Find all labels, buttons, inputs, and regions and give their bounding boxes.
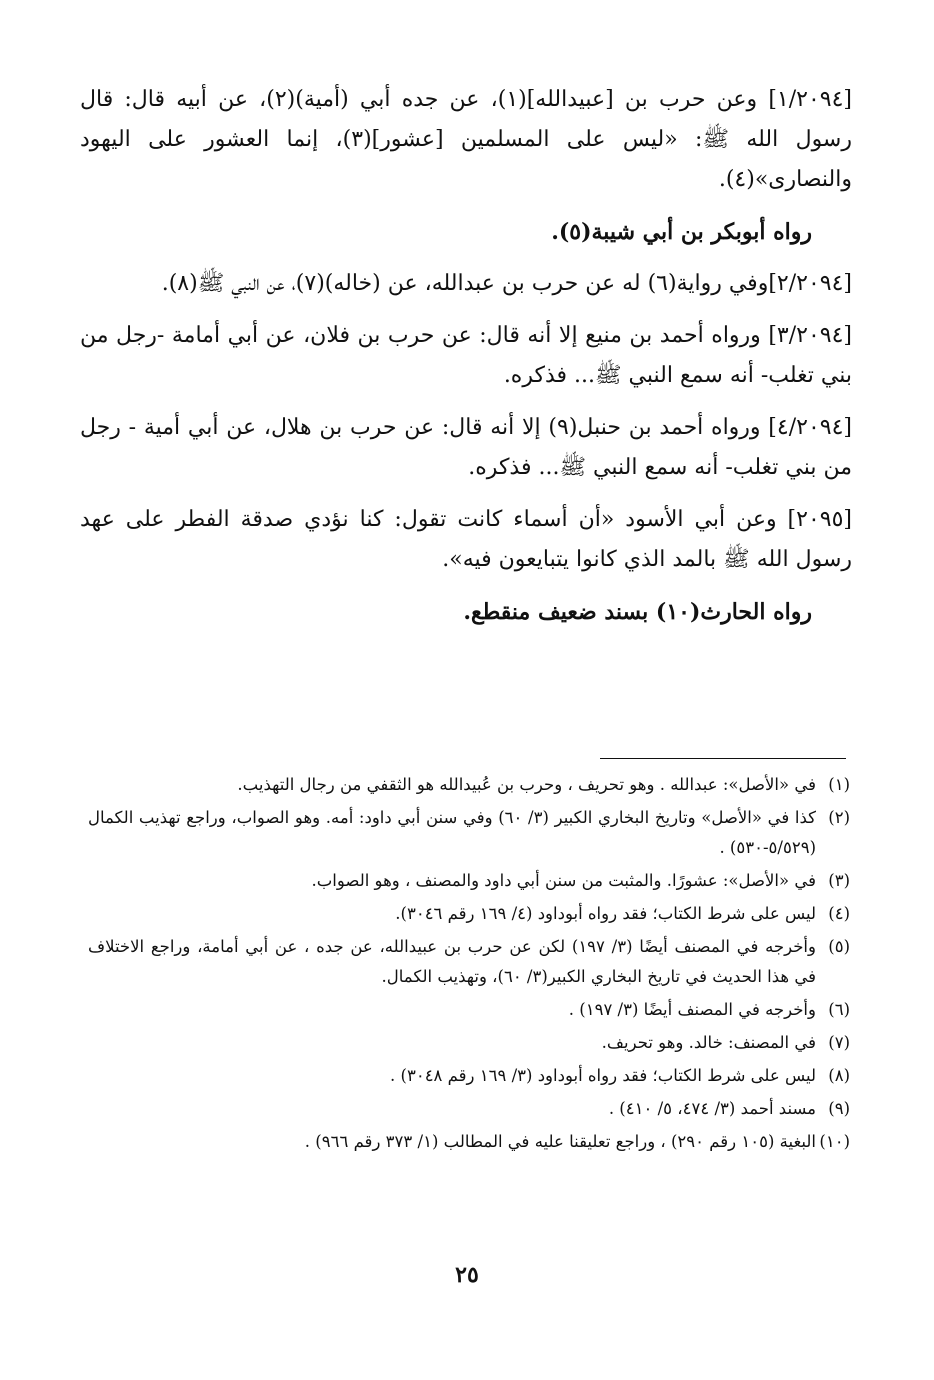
footnote-number: (٧) <box>828 1033 850 1052</box>
footnote-text: كذا في «الأصل» وتاريخ البخاري الكبير (٣/ ٦٠) وفي سنن أبي داود: أمه. وهو الصواب، وراجع تهذيب الكمال (٥/٥٢٩-٥٣٠) . <box>88 808 817 857</box>
footnote-3 <box>88 866 850 896</box>
footnote-7 <box>88 1028 850 1058</box>
footnote-number: (٨) <box>828 1066 850 1085</box>
footnote-2 <box>88 803 850 863</box>
footnote-text: مسند أحمد (٣/ ٤٧٤، ٥/ ٤١٠) . <box>608 1099 816 1118</box>
footnote-text: وأخرجه في المصنف أيضًا (٣/ ١٩٧) . <box>568 1000 816 1019</box>
page-number: ٢٥ <box>455 1262 479 1288</box>
footnote-text: ليس على شرط الكتاب؛ فقد رواه أبوداود (٣/ ١٦٩ رقم ٣٠٤٨) . <box>390 1066 816 1085</box>
footnote-number: (٢) <box>828 808 850 827</box>
hadith-2094-1: [١/٢٠٩٤] وعن حرب بن [عبيدالله](١)، عن جده أبي (أمية)(٢)، عن أبيه قال: قال رسول الله ﷺ: «ليس على المسلمين [عشور](٣)، إنما العشور على اليهود والنصارى»(٤). <box>80 87 852 192</box>
hadith-2094-2: [٢/٢٠٩٤]وفي رواية(٦) له عن حرب بن عبدالله، عن (خاله)(٧)، عن النبي ﷺ(٨). <box>161 271 852 296</box>
narration-ibn-abi-shaybah: رواه أبوبكر بن أبي شيبة(٥). <box>551 219 812 245</box>
main-text <box>80 80 852 644</box>
footnote-text: ليس على شرط الكتاب؛ فقد رواه أبوداود (٤/ ١٦٩ رقم ٣٠٤٦). <box>395 904 816 923</box>
footnote-5 <box>88 932 850 992</box>
hadith-2095: [٢٠٩٥] وعن أبي الأسود «أن أسماء كانت تقول: كنا نؤدي صدقة الفطر على عهد رسول الله ﷺ بالمد الذي كانوا يتبايعون فيه». <box>80 507 852 572</box>
footnote-1 <box>88 770 850 800</box>
footnote-number: (١) <box>828 775 850 794</box>
footnote-number: (٥) <box>828 937 850 956</box>
footnote-6 <box>88 995 850 1025</box>
footnote-number: (٦) <box>828 1000 850 1019</box>
footnote-text: في «الأصل»: عبدالله . وهو تحريف ، وحرب بن عُبيدالله هو الثقفي من رجال التهذيب. <box>237 775 816 794</box>
footnote-separator <box>600 758 846 759</box>
footnote-number: (٩) <box>828 1099 850 1118</box>
narration-al-harith: رواه الحارث(١٠) بسند ضعيف منقطع. <box>463 599 812 625</box>
footnote-text: في «الأصل»: عشورًا. والمثبت من سنن أبي داود والمصنف ، وهو الصواب. <box>311 871 816 890</box>
footnote-8 <box>88 1061 850 1091</box>
footnote-9 <box>88 1094 850 1124</box>
footnote-number: (٣) <box>828 871 850 890</box>
hadith-2094-3: [٣/٢٠٩٤] ورواه أحمد بن منيع إلا أنه قال: عن حرب بن فلان، عن أبي أمامة -رجل من بني تغلب- أنه سمع النبي ﷺ... فذكره. <box>80 323 852 388</box>
footnote-4 <box>88 899 850 929</box>
footnotes <box>88 770 850 1160</box>
footnote-text: وأخرجه في المصنف أيضًا (٣/ ١٩٧) لكن عن حرب بن عبيدالله، عن جده ، عن أبي أمامة، وراجع الاختلاف في هذا الحديث في تاريخ البخاري الكبير(٣/ ٦٠)، وتهذيب الكمال. <box>88 937 816 986</box>
footnote-number: (٤) <box>828 904 850 923</box>
hadith-2094-4: [٤/٢٠٩٤] ورواه أحمد بن حنبل(٩) إلا أنه قال: عن حرب بن هلال، عن أبي أمية - رجل من بني تغلب- أنه سمع النبي ﷺ... فذكره. <box>80 415 852 480</box>
footnote-text: البغية (١٠٥ رقم ٢٩٠) ، وراجع تعليقنا عليه في المطالب (١/ ٣٧٣ رقم ٩٦٦) . <box>304 1132 816 1151</box>
footnote-number: (١٠) <box>819 1132 850 1151</box>
footnote-10 <box>88 1127 850 1157</box>
footnote-text: في المصنف: خالد. وهو تحريف. <box>601 1033 816 1052</box>
